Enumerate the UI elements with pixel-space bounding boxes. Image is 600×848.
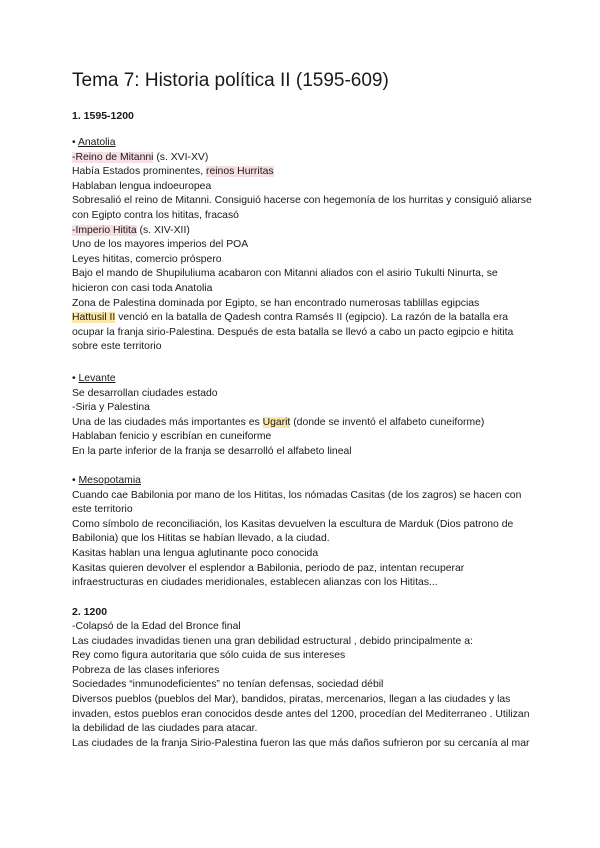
- text-line: Las ciudades invadidas tienen una gran debilidad estructural , debido principalmente a:: [72, 635, 473, 647]
- text-line: Bajo el mando de Shupiluliuma acabaron con Mitanni aliados con el asirio Tukulti Ninurta, se hicieron con casi toda Anatolia: [72, 268, 498, 294]
- text-line: Diversos pueblos (pueblos del Mar), bandidos, piratas, mercenarios, llegan a las ciudades y las invaden, estos pueblos eran conocidos desde antes del 1200, procedían del Mediterraneo . Utilizan la debilidad de las ciudades para atacar.: [72, 693, 530, 735]
- text-line: Kasitas hablan una lengua aglutinante poco conocida: [72, 547, 319, 559]
- text-line: Zona de Palestina dominada por Egipto, se han encontrado numerosas tablillas egipcias: [72, 297, 480, 309]
- section-heading-2: 2. 1200: [72, 606, 108, 618]
- mesopotamia-block: [72, 474, 534, 591]
- text-line: Las ciudades de la franja Sirio-Palestina fueron las que más daños sufrieron por su cercanía al mar: [72, 737, 530, 749]
- text-line: Rey como figura autoritaria que sólo cuida de sus intereses: [72, 650, 346, 662]
- text-line: -Siria y Palestina: [72, 402, 150, 414]
- text-line: Hattusil II venció en la batalla de Qadesh contra Ramsés II (egipcio). La razón de la batalla era ocupar la franja sirio-Palestina. Después de esta batalla se llevó a cabo un pacto egipcio e hitita sobre este territorio: [72, 312, 514, 353]
- text-line: Había Estados prominentes, reinos Hurritas: [72, 166, 274, 178]
- anatolia-block: [72, 136, 534, 355]
- text-line: En la parte inferior de la franja se desarrolló el alfabeto lineal: [72, 445, 352, 457]
- text-line: Sobresalió el reino de Mitanni. Consiguió hacerse con hegemonía de los hurritas y consiguió aliarse con Egipto contra los hititas, fracasó: [72, 195, 532, 221]
- text-line: Kasitas quieren devolver el esplendor a Babilonia, periodo de paz, intentan recuperar infraestructuras en ciudades meridionales, establecen alianzas con los Hititas...: [72, 562, 465, 589]
- highlight: -Reino de Mitanni: [72, 151, 154, 163]
- text-line: Una de las ciudades más importantes es Ugarit (donde se inventó el alfabeto cuneiforme): [72, 416, 485, 428]
- mesopotamia-heading: • Mesopotamia: [72, 475, 141, 486]
- text-line: Se desarrollan ciudades estado: [72, 387, 218, 399]
- text-line: Cuando cae Babilonia por mano de los Hititas, los nómadas Casitas (de los zagros) se hacen con este territorio: [72, 489, 522, 516]
- text-line: -Reino de Mitanni (s. XVI-XV): [72, 151, 209, 163]
- text-line: Hablaban lengua indoeuropea: [72, 180, 212, 192]
- anatolia-label: Anatolia: [77, 137, 116, 148]
- text-line: Sociedades “inmunodeficientes” no tenían defensas, sociedad débil: [72, 679, 384, 691]
- section-heading-1: 1. 1595-1200: [72, 110, 134, 122]
- text-line: Leyes hititas, comercio próspero: [72, 253, 222, 265]
- anatolia-heading: • Anatolia: [72, 137, 116, 148]
- page-title: Tema 7: Historia política II (1595-609): [72, 70, 389, 91]
- highlight: Ugarit: [262, 416, 291, 428]
- highlight: reinos Hurritas: [206, 166, 274, 178]
- text-line: Hablaban fenicio y escribían en cuneiforme: [72, 431, 272, 443]
- levante-block: [72, 372, 534, 460]
- levante-heading: • Levante: [72, 373, 116, 384]
- text-line: Como símbolo de reconciliación, los Kasitas devuelven la escultura de Marduk (Dios patrono de Babilonia) que los Hititas se habían llevado, a la ciudad.: [72, 518, 514, 545]
- text-line: -Colapsó de la Edad del Bronce final: [72, 621, 241, 632]
- highlight: Hattusil II: [72, 312, 116, 324]
- text-line: -Imperio Hitita (s. XIV-XII): [72, 224, 190, 236]
- text-line: Uno de los mayores imperios del POA: [72, 239, 249, 251]
- highlight: -Imperio Hitita: [72, 224, 137, 236]
- collapse-block: [72, 620, 534, 751]
- levante-label: Levante: [78, 373, 116, 384]
- mesopotamia-label: Mesopotamia: [78, 475, 141, 486]
- text-line: Pobreza de las clases inferiores: [72, 664, 220, 676]
